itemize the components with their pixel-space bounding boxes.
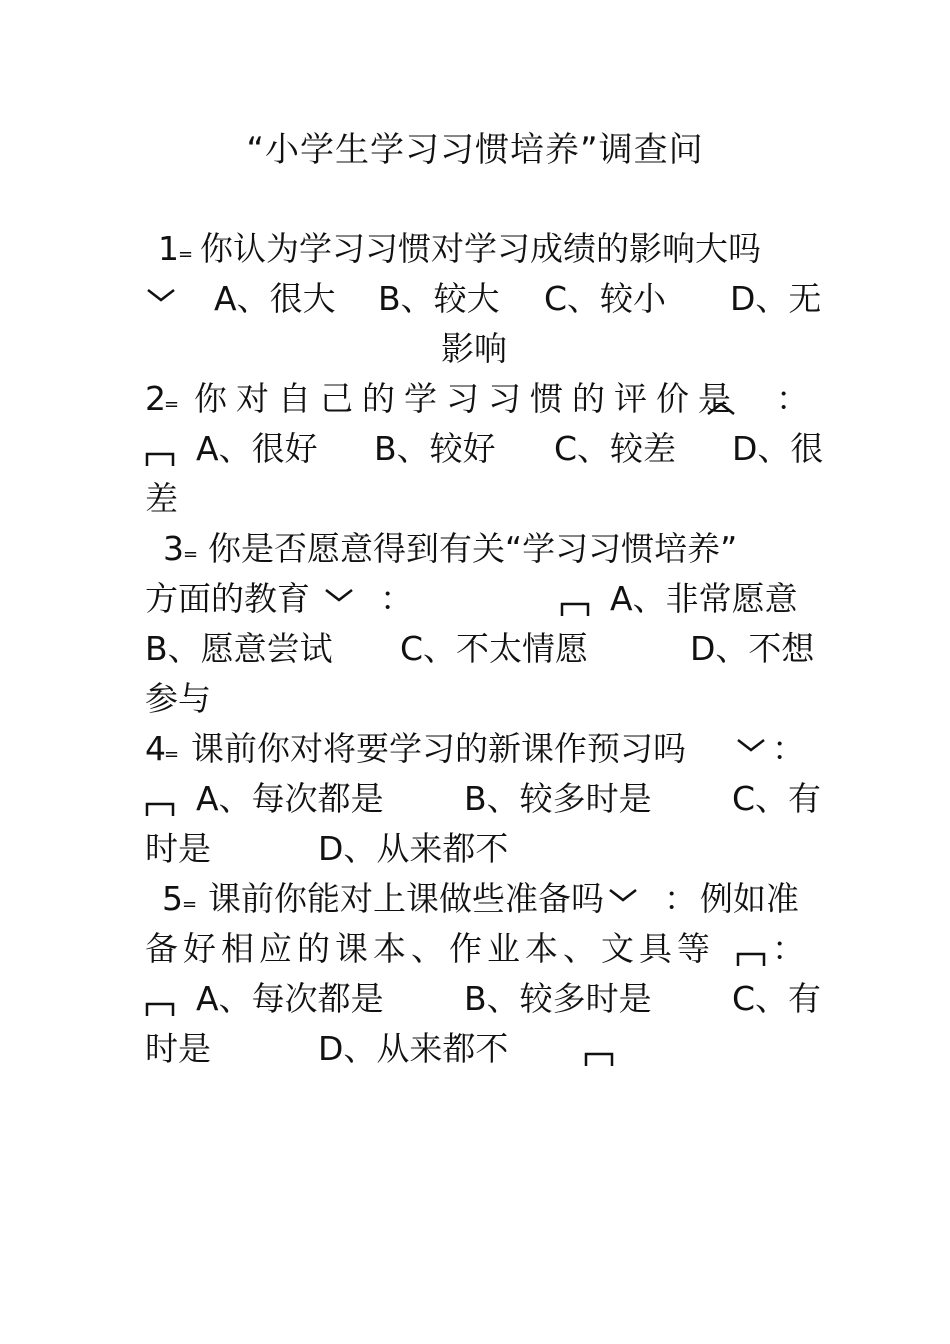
option-a: A、很好 (196, 429, 318, 468)
question-text: 你对自己的学习习惯的评价是 (194, 379, 740, 418)
document-title: “小学生学习习惯培养”调查问 (246, 130, 704, 170)
option-d: D、从来都不 (318, 1029, 509, 1068)
number-dot-mark: = (164, 744, 180, 765)
question-text: 你认为学习习惯对学习成绩的影响大吗 (200, 229, 761, 268)
option-c: C、较差 (554, 429, 677, 468)
question-4-line-3 (0, 824, 509, 874)
question-2-line-2 (0, 424, 824, 474)
question-3-line-3 (0, 624, 815, 674)
question-text: 你是否愿意得到有关“学习习惯培养” (208, 529, 738, 568)
bracket-mark-icon (146, 286, 176, 306)
option-c-continued: 时是 (145, 1029, 211, 1068)
bracket-mark-icon (145, 448, 175, 468)
question-2-line-1 (0, 374, 809, 424)
question-5-line-3 (0, 974, 822, 1024)
number-dot-mark: = (182, 894, 198, 915)
colon: ： (776, 379, 809, 418)
option-c: C、有 (732, 979, 822, 1018)
question-1-line-3 (0, 324, 507, 374)
question-number: 4 (145, 729, 166, 768)
colon: ： (772, 929, 805, 968)
option-c: C、较小 (544, 279, 667, 318)
question-3-line-4 (0, 674, 211, 724)
bracket-mark-icon (608, 886, 638, 906)
option-d-continued: 差 (145, 479, 178, 518)
bracket-mark-icon (145, 798, 175, 818)
option-c: C、不太情愿 (400, 629, 589, 668)
question-2-line-3 (0, 474, 178, 524)
option-a: A、非常愿意 (610, 579, 798, 618)
bracket-mark-icon (560, 598, 590, 618)
bracket-mark-icon (324, 586, 354, 606)
option-b: B、较大 (378, 279, 500, 318)
question-1-line-2 (0, 274, 822, 324)
question-text: 课前你能对上课做些准备吗 (208, 879, 604, 918)
bracket-mark-icon (736, 948, 766, 968)
question-3-line-2 (0, 574, 798, 624)
question-5-line-4 (0, 1024, 509, 1074)
question-text-continued: 方面的教育 (145, 579, 310, 618)
option-a: A、每次都是 (196, 779, 384, 818)
question-text-example: 例如准 (700, 879, 799, 918)
question-text-continued: 备好相应的课本、作业本、文具等 (145, 929, 715, 968)
question-number: 3 (163, 529, 184, 568)
option-d: D、从来都不 (318, 829, 509, 868)
colon: ： (664, 879, 697, 918)
question-number: 1 (158, 229, 179, 268)
bracket-mark-icon (145, 998, 175, 1018)
number-dot-mark: = (164, 394, 180, 415)
option-c: C、有 (732, 779, 822, 818)
question-text: 课前你对将要学习的新课作预习吗 (191, 729, 686, 768)
question-1-line-1 (0, 224, 761, 274)
option-b: B、愿意尝试 (145, 629, 333, 668)
question-4-line-2 (0, 774, 822, 824)
question-5-line-1 (0, 874, 799, 924)
option-b: B、较好 (374, 429, 496, 468)
question-4-line-1 (0, 724, 805, 774)
option-a: A、每次都是 (196, 979, 384, 1018)
option-d-continued: 影响 (441, 329, 507, 368)
option-c-continued: 时是 (145, 829, 211, 868)
bracket-mark-icon (584, 1048, 614, 1068)
colon: ： (380, 579, 413, 618)
number-dot-mark: = (178, 244, 194, 265)
option-b: B、较多时是 (464, 779, 652, 818)
bracket-mark-icon (736, 736, 766, 756)
colon: ： (772, 729, 805, 768)
option-d: D、无 (730, 279, 822, 318)
option-a: A、很大 (214, 279, 336, 318)
question-number: 2 (145, 379, 166, 418)
question-5-line-2 (0, 924, 805, 974)
question-number: 5 (162, 879, 183, 918)
option-d-continued: 参与 (145, 679, 211, 718)
number-dot-mark: = (183, 544, 199, 565)
question-3-line-1 (0, 524, 738, 574)
option-d: D、很 (732, 429, 824, 468)
bracket-mark-icon (706, 398, 736, 418)
option-d: D、不想 (690, 629, 815, 668)
option-b: B、较多时是 (464, 979, 652, 1018)
